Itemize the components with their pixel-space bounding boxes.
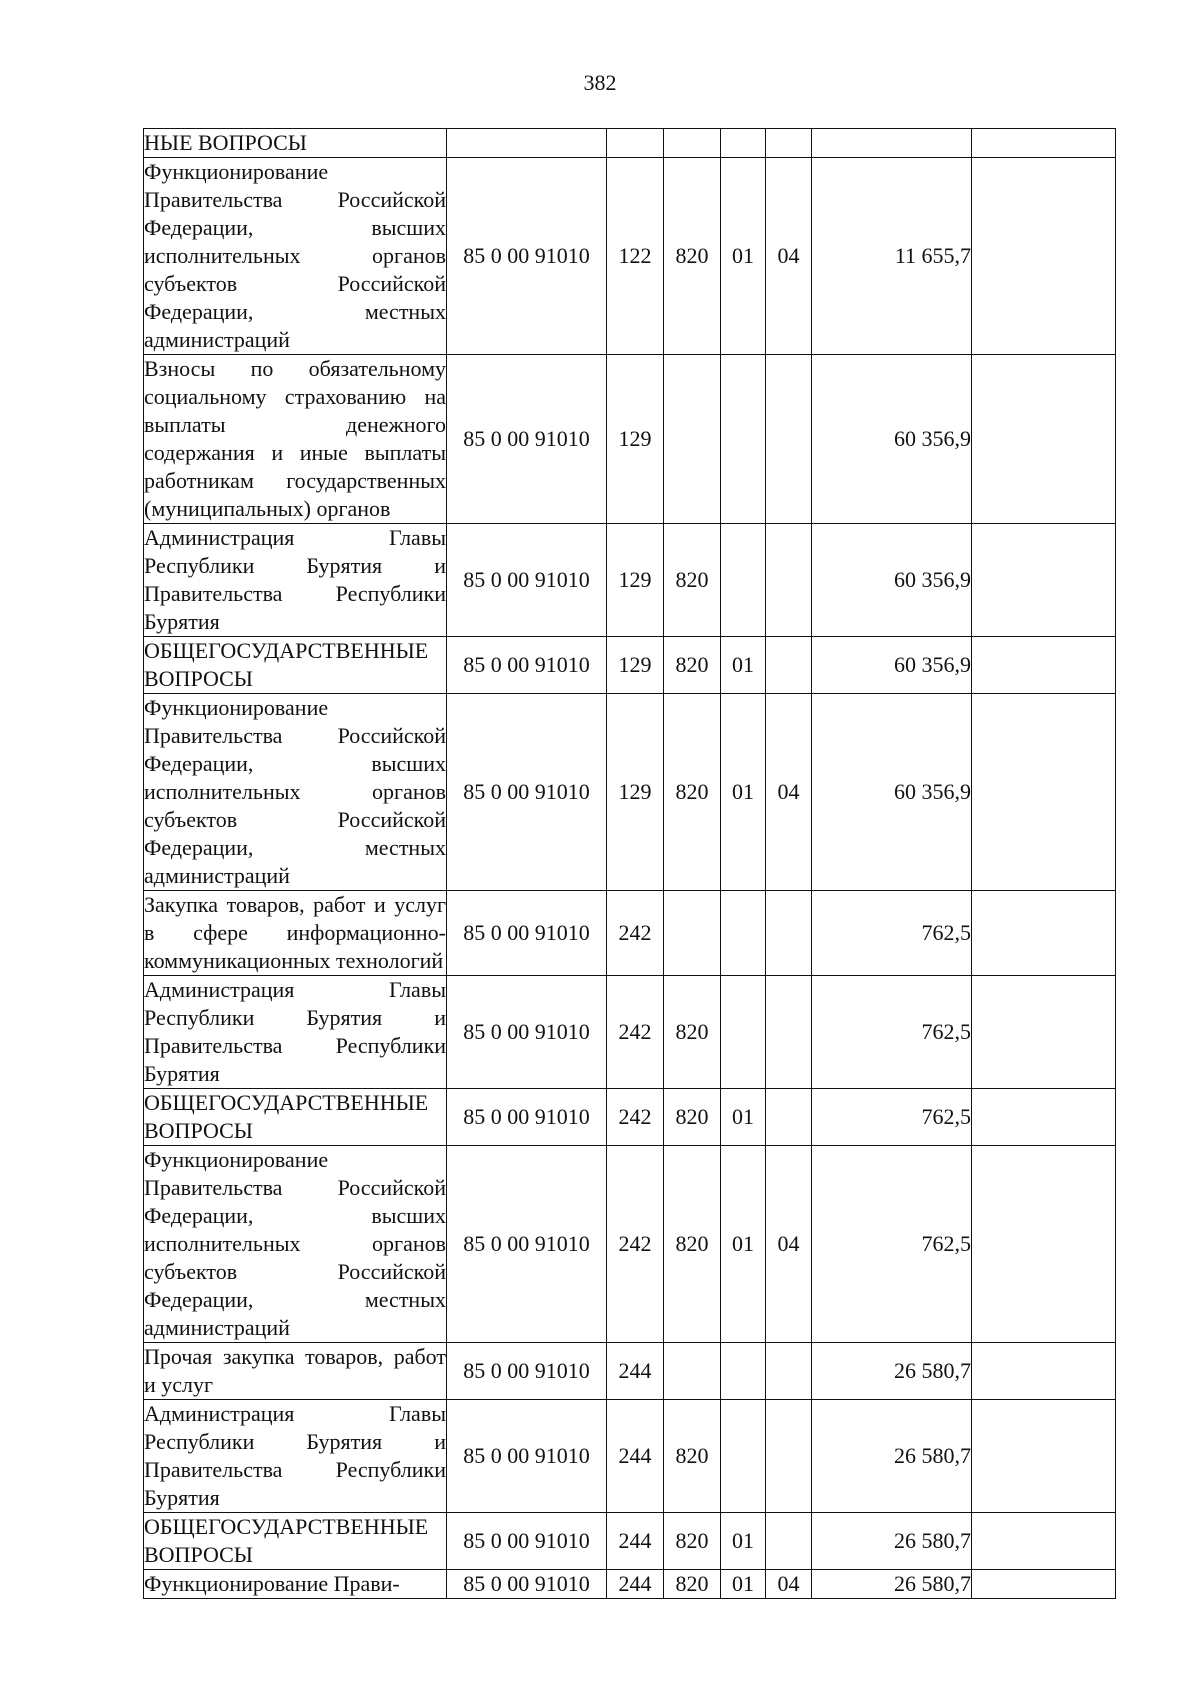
table-row bbox=[144, 1400, 1116, 1513]
cell-extra bbox=[972, 891, 1116, 976]
cell-subsection bbox=[766, 1343, 812, 1400]
cell-amount: 762,5 bbox=[812, 1089, 972, 1146]
table-row bbox=[144, 355, 1116, 524]
table-body bbox=[144, 129, 1116, 1599]
table-row bbox=[144, 1089, 1116, 1146]
cell-target-article: 85 0 00 91010 bbox=[447, 1343, 607, 1400]
cell-expense-type: 242 bbox=[607, 1146, 664, 1343]
cell-expense-type: 244 bbox=[607, 1570, 664, 1599]
cell-extra bbox=[972, 637, 1116, 694]
table-row bbox=[144, 1513, 1116, 1570]
cell-budget-manager bbox=[664, 355, 721, 524]
cell-amount: 60 356,9 bbox=[812, 524, 972, 637]
cell-name: Функционирование Правительства Российской Федерации, высших исполнительных органов субъектов Российской Федерации, местных администраций bbox=[144, 1146, 447, 1343]
cell-section: 01 bbox=[721, 1570, 766, 1599]
cell-amount: 26 580,7 bbox=[812, 1400, 972, 1513]
cell-subsection bbox=[766, 637, 812, 694]
table-row bbox=[144, 1343, 1116, 1400]
cell-target-article: 85 0 00 91010 bbox=[447, 1400, 607, 1513]
cell-target-article: 85 0 00 91010 bbox=[447, 1570, 607, 1599]
cell-name: Функционирование Прави- bbox=[144, 1570, 447, 1599]
cell-name: НЫЕ ВОПРОСЫ bbox=[144, 129, 447, 158]
cell-amount: 26 580,7 bbox=[812, 1570, 972, 1599]
table-row bbox=[144, 891, 1116, 976]
cell-subsection: 04 bbox=[766, 1570, 812, 1599]
cell-amount: 60 356,9 bbox=[812, 694, 972, 891]
cell-target-article: 85 0 00 91010 bbox=[447, 158, 607, 355]
cell-subsection bbox=[766, 1089, 812, 1146]
cell-budget-manager: 820 bbox=[664, 976, 721, 1089]
cell-budget-manager: 820 bbox=[664, 1570, 721, 1599]
cell-expense-type: 122 bbox=[607, 158, 664, 355]
cell-name: Закупка товаров, работ и услуг в сфере информационно-коммуникационных технологий bbox=[144, 891, 447, 976]
cell-expense-type: 129 bbox=[607, 694, 664, 891]
cell-name: Прочая закупка товаров, работ и услуг bbox=[144, 1343, 447, 1400]
cell-name: ОБЩЕГОСУДАРСТВЕННЫЕ ВОПРОСЫ bbox=[144, 1513, 447, 1570]
cell-budget-manager: 820 bbox=[664, 1146, 721, 1343]
cell-section: 01 bbox=[721, 637, 766, 694]
cell-extra bbox=[972, 694, 1116, 891]
cell-section bbox=[721, 1343, 766, 1400]
cell-section bbox=[721, 355, 766, 524]
cell-target-article: 85 0 00 91010 bbox=[447, 891, 607, 976]
table-row bbox=[144, 1146, 1116, 1343]
cell-extra bbox=[972, 1343, 1116, 1400]
cell-expense-type: 129 bbox=[607, 637, 664, 694]
cell-section bbox=[721, 524, 766, 637]
cell-extra bbox=[972, 1089, 1116, 1146]
cell-budget-manager: 820 bbox=[664, 637, 721, 694]
cell-section bbox=[721, 976, 766, 1089]
table-row bbox=[144, 524, 1116, 637]
cell-amount: 60 356,9 bbox=[812, 355, 972, 524]
table-row bbox=[144, 129, 1116, 158]
cell-amount: 762,5 bbox=[812, 891, 972, 976]
cell-extra bbox=[972, 1570, 1116, 1599]
cell-budget-manager: 820 bbox=[664, 524, 721, 637]
cell-budget-manager bbox=[664, 1343, 721, 1400]
table-row bbox=[144, 1570, 1116, 1599]
cell-subsection bbox=[766, 891, 812, 976]
cell-extra bbox=[972, 524, 1116, 637]
cell-amount: 11 655,7 bbox=[812, 158, 972, 355]
cell-subsection bbox=[766, 1400, 812, 1513]
cell-amount: 26 580,7 bbox=[812, 1343, 972, 1400]
cell-extra bbox=[972, 355, 1116, 524]
cell-target-article: 85 0 00 91010 bbox=[447, 976, 607, 1089]
cell-subsection: 04 bbox=[766, 1146, 812, 1343]
cell-expense-type: 244 bbox=[607, 1400, 664, 1513]
cell-subsection bbox=[766, 355, 812, 524]
cell-expense-type: 244 bbox=[607, 1343, 664, 1400]
cell-budget-manager: 820 bbox=[664, 1089, 721, 1146]
cell-expense-type: 129 bbox=[607, 355, 664, 524]
cell-extra bbox=[972, 1513, 1116, 1570]
cell-section: 01 bbox=[721, 694, 766, 891]
budget-table bbox=[143, 128, 1116, 1599]
table-row bbox=[144, 637, 1116, 694]
cell-section: 01 bbox=[721, 1089, 766, 1146]
cell-subsection bbox=[766, 129, 812, 158]
cell-target-article: 85 0 00 91010 bbox=[447, 1513, 607, 1570]
cell-section: 01 bbox=[721, 1513, 766, 1570]
cell-subsection: 04 bbox=[766, 694, 812, 891]
cell-name: Администрация Главы Республики Бурятия и Правительства Республики Бурятия bbox=[144, 976, 447, 1089]
cell-extra bbox=[972, 158, 1116, 355]
cell-target-article: 85 0 00 91010 bbox=[447, 524, 607, 637]
cell-name: ОБЩЕГОСУДАРСТВЕННЫЕ ВОПРОСЫ bbox=[144, 1089, 447, 1146]
cell-subsection bbox=[766, 976, 812, 1089]
cell-extra bbox=[972, 129, 1116, 158]
cell-target-article: 85 0 00 91010 bbox=[447, 637, 607, 694]
cell-extra bbox=[972, 1146, 1116, 1343]
table-row bbox=[144, 976, 1116, 1089]
cell-amount: 60 356,9 bbox=[812, 637, 972, 694]
cell-expense-type: 242 bbox=[607, 976, 664, 1089]
cell-expense-type bbox=[607, 129, 664, 158]
cell-expense-type: 244 bbox=[607, 1513, 664, 1570]
cell-extra bbox=[972, 976, 1116, 1089]
cell-section: 01 bbox=[721, 158, 766, 355]
cell-section: 01 bbox=[721, 1146, 766, 1343]
cell-expense-type: 242 bbox=[607, 1089, 664, 1146]
table-row bbox=[144, 158, 1116, 355]
table-row bbox=[144, 694, 1116, 891]
cell-amount: 762,5 bbox=[812, 976, 972, 1089]
cell-budget-manager: 820 bbox=[664, 158, 721, 355]
cell-amount: 26 580,7 bbox=[812, 1513, 972, 1570]
cell-amount bbox=[812, 129, 972, 158]
cell-budget-manager bbox=[664, 129, 721, 158]
cell-name: Функционирование Правительства Российской Федерации, высших исполнительных органов субъектов Российской Федерации, местных администраций bbox=[144, 158, 447, 355]
cell-target-article: 85 0 00 91010 bbox=[447, 694, 607, 891]
cell-target-article: 85 0 00 91010 bbox=[447, 1146, 607, 1343]
cell-subsection bbox=[766, 1513, 812, 1570]
cell-extra bbox=[972, 1400, 1116, 1513]
cell-section bbox=[721, 129, 766, 158]
cell-name: Функционирование Правительства Российской Федерации, высших исполнительных органов субъектов Российской Федерации, местных администраций bbox=[144, 694, 447, 891]
cell-budget-manager: 820 bbox=[664, 1400, 721, 1513]
cell-subsection bbox=[766, 524, 812, 637]
cell-target-article: 85 0 00 91010 bbox=[447, 355, 607, 524]
cell-target-article: 85 0 00 91010 bbox=[447, 1089, 607, 1146]
cell-section bbox=[721, 1400, 766, 1513]
cell-name: Администрация Главы Республики Бурятия и Правительства Республики Бурятия bbox=[144, 1400, 447, 1513]
cell-target-article bbox=[447, 129, 607, 158]
cell-budget-manager bbox=[664, 891, 721, 976]
cell-section bbox=[721, 891, 766, 976]
cell-name: ОБЩЕГОСУДАРСТВЕННЫЕ ВОПРОСЫ bbox=[144, 637, 447, 694]
cell-budget-manager: 820 bbox=[664, 1513, 721, 1570]
cell-name: Взносы по обязательному социальному страхованию на выплаты денежного содержания и иные выплаты работникам государственных (муниципальных) органов bbox=[144, 355, 447, 524]
page-number: 382 bbox=[583, 70, 617, 95]
cell-expense-type: 129 bbox=[607, 524, 664, 637]
cell-amount: 762,5 bbox=[812, 1146, 972, 1343]
cell-expense-type: 242 bbox=[607, 891, 664, 976]
cell-budget-manager: 820 bbox=[664, 694, 721, 891]
cell-name: Администрация Главы Республики Бурятия и Правительства Республики Бурятия bbox=[144, 524, 447, 637]
cell-subsection: 04 bbox=[766, 158, 812, 355]
